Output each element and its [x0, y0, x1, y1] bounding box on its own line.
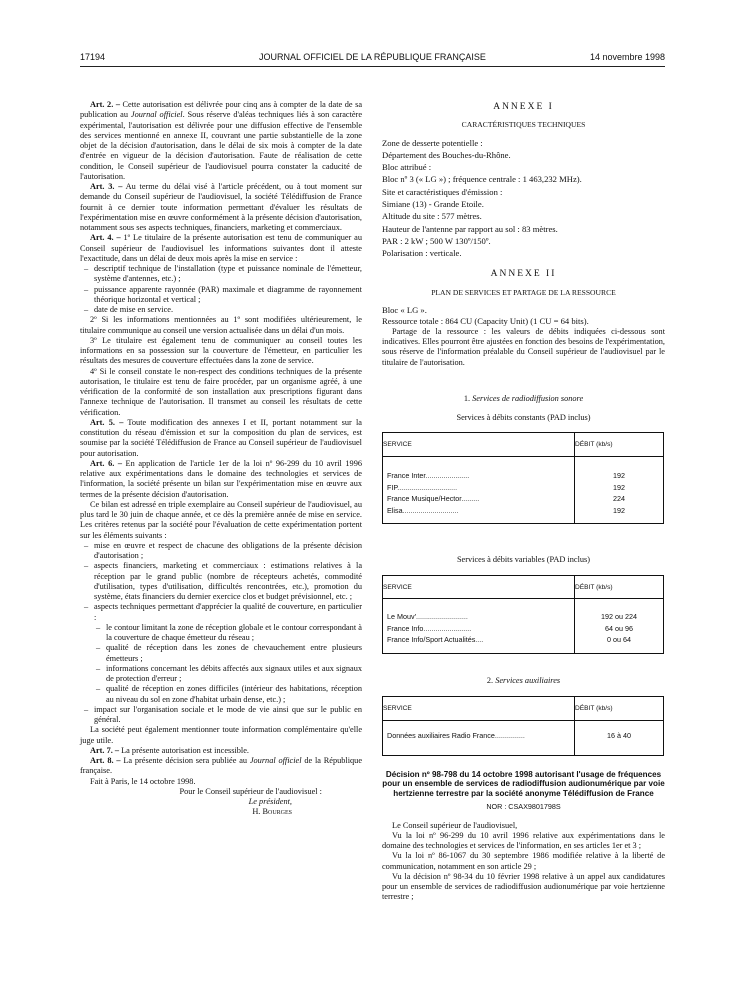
- col-debit: DÉBIT (kb/s): [575, 697, 664, 721]
- article-8: Art. 8. – La présente décision sera publiée au Journal officiel de la République française.: [80, 756, 363, 776]
- list-item: – descriptif technique de l'installation (type et puissance nominale de l'émetteur, système d'antennes, etc.) ;: [94, 264, 362, 285]
- nor-reference: NOR : CSAX9801798S: [486, 802, 561, 812]
- left-column: [80, 100, 362, 818]
- signature-block: [80, 787, 362, 818]
- journal-title: JOURNAL OFFICIEL DE LA RÉPUBLIQUE FRANÇAISE: [259, 52, 486, 62]
- section-1-heading: 1. Services de radiodiffusion sonore: [463, 393, 584, 403]
- article-6-para-2: Ce bilan est adressé en triple exemplaire au Conseil supérieur de l'audiovisuel, au plus tard le 30 juin de chaque année, et ce dès la première année de mise en service. Les critères retenus par la société pour l'évaluation de cette expérimentation portent sur les éléments suivants :: [80, 499, 362, 540]
- table-row: France Info/Sport Actualités.... 0 ou 64: [383, 634, 664, 653]
- signature-line: Pour le Conseil supérieur de l'audiovisuel :: [179, 786, 322, 796]
- annex-line: Zone de desserte potentielle :: [382, 137, 483, 148]
- place-date: Fait à Paris, le 14 octobre 1998.: [90, 776, 196, 786]
- annex-2-subtitle: PLAN DE SERVICES ET PARTAGE DE LA RESSOURCE: [431, 287, 616, 297]
- decision-title: Décision nº 98-798 du 14 octobre 1998 autorisant l'usage de fréquences pour un ensemble de services de radiodiffusion audionumérique par voie hertzienne terrestre par la société anonyme Télédiffusion de France: [382, 769, 665, 798]
- annex-line: Hauteur de l'antenne par rapport au sol : 83 mètres.: [382, 223, 558, 234]
- annex-1-subtitle: CARACTÉRISTIQUES TECHNIQUES: [461, 120, 586, 130]
- annex-line: PAR : 2 kW ; 500 W 130º/150º.: [382, 235, 491, 246]
- page-number: 17194: [80, 52, 106, 62]
- table-row: Elisa............................ 192: [383, 505, 664, 524]
- table-row: Le Mouv'.......................... 192 ou 224: [383, 599, 664, 623]
- article-4-point-3: 3º Le titulaire est également tenu de communiquer au conseil toutes les informations en sa possession sur la couverture de l'émetteur, en particulier les résultats des mesures de couverture effectuées dans la zone de service.: [80, 335, 362, 366]
- col-service: SERVICE: [383, 697, 575, 721]
- constant-rate-table: [382, 432, 664, 524]
- annex-1-body: [382, 137, 665, 260]
- annex-line: Bloc attribué :: [382, 162, 432, 173]
- article-6-sublist: [94, 623, 362, 705]
- list-item: – informations concernant les débits affectés aux signaux utiles et aux signaux de protection d'erreur ;: [106, 664, 362, 685]
- issue-date: 14 novembre 1998: [589, 52, 665, 62]
- annex-1-title: ANNEXE I: [493, 102, 554, 112]
- article-7: Art. 7. – La présente autorisation est incessible.: [90, 745, 249, 755]
- list-item: – qualité de réception dans les zones de chevauchement entre plusieurs émetteurs ;: [106, 643, 362, 664]
- table-header-row: [383, 575, 664, 599]
- right-column: [382, 100, 665, 903]
- annex-line: Bloc nº 3 (« LG ») ; fréquence centrale : 1 463,232 MHz).: [382, 174, 582, 185]
- article-4-point-4: 4º Si le conseil constate le non-respect des conditions techniques de la présente autorisation, le titulaire est tenu de faire procéder, par un organisme agréé, à une vérification de la conformité de son installation aux prescriptions figurant dans l'annexe technique de l'autorisation. Il transmet au conseil les résultats de cette vérification.: [80, 366, 362, 417]
- article-3: Art. 3. – Au terme du délai visé à l'article précédent, ou à tout moment sur demande du Conseil supérieur de l'audiovisuel, la société Télédiffusion de France fournit à ce dernier toute information permettant d'évaluer les résultats de l'expérimentation mise en œuvre conformément à la présente décision d'autorisation, notamment sous ses aspects techniques, financiers, marketing et commerciaux.: [80, 182, 362, 232]
- signature-role: Le président,: [248, 797, 292, 806]
- list-item: – impact sur l'organisation sociale et le mode de vie ainsi que sur le public en général.: [94, 705, 362, 726]
- list-item: – puissance apparente rayonnée (PAR) maximale et diagramme de rayonnement théorique horizontal et vertical ;: [94, 285, 362, 306]
- article-2: Art. 2. – Cette autorisation est délivrée pour cinq ans à compter de la date de sa publication au Journal officiel. Sous réserve d'aléas techniques liés à son caractère expérimental, l'autorisation est délivrée pour une diffusion effective de l'ensemble des services mentionné en annexe II, couvrant une partie substantielle de la zone objet de la décision d'autorisation, dans le délai de six mois à compter de la date d'entrée en vigueur de la décision d'autorisation. Faute de réalisation de cette condition, le Conseil supérieur de l'audiovisuel pourra constater la caducité de l'autorisation.: [80, 100, 363, 181]
- section-2-heading: 2. Services auxiliaires: [486, 676, 561, 686]
- decision-line: Vu la loi nº 86-1067 du 30 septembre 1986 modifiée relative à la liberté de communication, notamment en son article 29 ;: [382, 851, 665, 871]
- table-row: FIP.............................. 192: [383, 482, 664, 494]
- table-2-caption: Services à débits variables (PAD inclus): [456, 555, 591, 565]
- table-row: France Info........................ 64 ou 96: [383, 623, 664, 635]
- signature-name: H. Bourges: [252, 807, 292, 817]
- article-4: Art. 4. – 1º Le titulaire de la présente autorisation est tenu de communiquer au Conseil supérieur de l'audiovisuel les informations suivantes dont il atteste l'exactitude, dans un délai de deux mois après la mise en service :: [80, 233, 362, 263]
- article-4-point-2: 2º Si les informations mentionnées au 1º sont modifiées ultérieurement, le titulaire communique au conseil une version actualisée dans un délai d'un mois.: [80, 315, 362, 335]
- annex-line: Altitude du site : 577 mètres.: [382, 211, 482, 222]
- decision-line: Vu la loi nº 96-299 du 10 avril 1996 relative aux expérimentations dans le domaine des technologies et services de l'information, en ses articles 1er et 3 ;: [382, 830, 665, 851]
- header-rule: [80, 66, 665, 67]
- annex-2-title: ANNEXE II: [490, 269, 557, 280]
- article-5: Art. 5. – Toute modification des annexes I et II, portant notamment sur la constitution du réseau d'émission et sur la composition du plan de services, est soumise par la société Télédiffusion de France au Conseil supérieur de l'audiovisuel pour autorisation.: [80, 417, 362, 458]
- list-item: – date de mise en service.: [94, 305, 362, 315]
- list-item: – aspects techniques permettant d'apprécier la qualité de couverture, en particulier : – le contour limitant la zone de réception globale et le contour correspondant à la couverture de chaque émetteur du réseau ; – qualité de réception dans les zones de chevauchement entre plusieurs émetteurs ; – informations concernant les débits affectés aux signaux utiles et aux signaux de protection d'erreur ; – qualité de réception en zones difficiles (intérieur des habitations, réception au niveau du sol en zone d'habitat urbain dense, etc.) ;: [94, 602, 362, 705]
- article-6: Art. 6. – En application de l'article 1er de la loi nº 96-299 du 10 avril 1996 relative aux expérimentations dans le domaine des technologies et services de l'information, la société présente un bilan sur l'expérimentation mise en œuvre aux termes de la présente décision d'autorisation.: [80, 458, 363, 499]
- decision-line: Vu la décision nº 98-34 du 10 février 1998 relative à un appel aux candidatures pour un ensemble de services de radiodiffusion audionumérique par voie hertzienne terrestre ;: [382, 871, 665, 902]
- list-item: – mise en œuvre et respect de chacune des obligations de la présente décision d'autorisation ;: [94, 541, 362, 562]
- annex-line: Site et caractéristiques d'émission :: [382, 186, 503, 197]
- table-row: France Musique/Hector......... 224: [383, 493, 664, 505]
- col-debit: DÉBIT (kb/s): [575, 575, 664, 599]
- annex-line: Département des Bouches-du-Rhône.: [382, 149, 511, 160]
- auxiliary-services-table: [382, 696, 664, 755]
- table-row: France Inter...................... 192: [383, 457, 664, 482]
- variable-rate-table: [382, 575, 664, 654]
- article-6-list: [80, 541, 362, 726]
- table-header-row: [383, 697, 664, 721]
- list-item: – qualité de réception en zones difficiles (intérieur des habitations, réception au niveau du sol en zone d'habitat urbain dense, etc.) ;: [106, 684, 362, 705]
- annex-2-line: Ressource totale : 864 CU (Capacity Unit) (1 CU = 64 bits).: [382, 315, 589, 326]
- annex-2-paragraph: Partage de la ressource : les valeurs de débits indiquées ci-dessous sont indicatives. Elles pourront être ajustées en fonction des besoins de l'expérimentation, sous réserve de l'information préalable du Conseil supérieur de l'audiovisuel par le titulaire de l'autorisation.: [382, 326, 665, 367]
- col-service: SERVICE: [383, 433, 575, 457]
- col-debit: DÉBIT (kb/s): [575, 433, 664, 457]
- table-row: Données auxiliaires Radio France............... 16 à 40: [383, 720, 664, 755]
- decision-line: Le Conseil supérieur de l'audiovisuel,: [392, 820, 518, 830]
- table-header-row: [383, 433, 664, 457]
- annex-2-line: Bloc « LG ».: [382, 304, 427, 315]
- list-item: – le contour limitant la zone de réception globale et le contour correspondant à la couverture de chaque émetteur du réseau ;: [106, 623, 362, 644]
- annex-line: Polarisation : verticale.: [382, 248, 462, 259]
- col-service: SERVICE: [383, 575, 575, 599]
- list-item: – aspects financiers, marketing et commerciaux : estimations relatives à la réception par le grand public (nombre de récepteurs achetés, commodité d'utilisation, types d'utilisation, difficultés rencontrées, etc.), promotion du système, états financiers du dernier exercice clos et budget prévisionnel, etc. ;: [94, 561, 362, 602]
- table-1-caption: Services à débits constants (PAD inclus): [456, 413, 591, 423]
- article-6-para-3: La société peut également mentionner toute information complémentaire qu'elle juge utile.: [80, 725, 362, 745]
- article-4-list: [80, 264, 362, 315]
- annex-line: Simiane (13) - Grande Etoile.: [382, 198, 484, 209]
